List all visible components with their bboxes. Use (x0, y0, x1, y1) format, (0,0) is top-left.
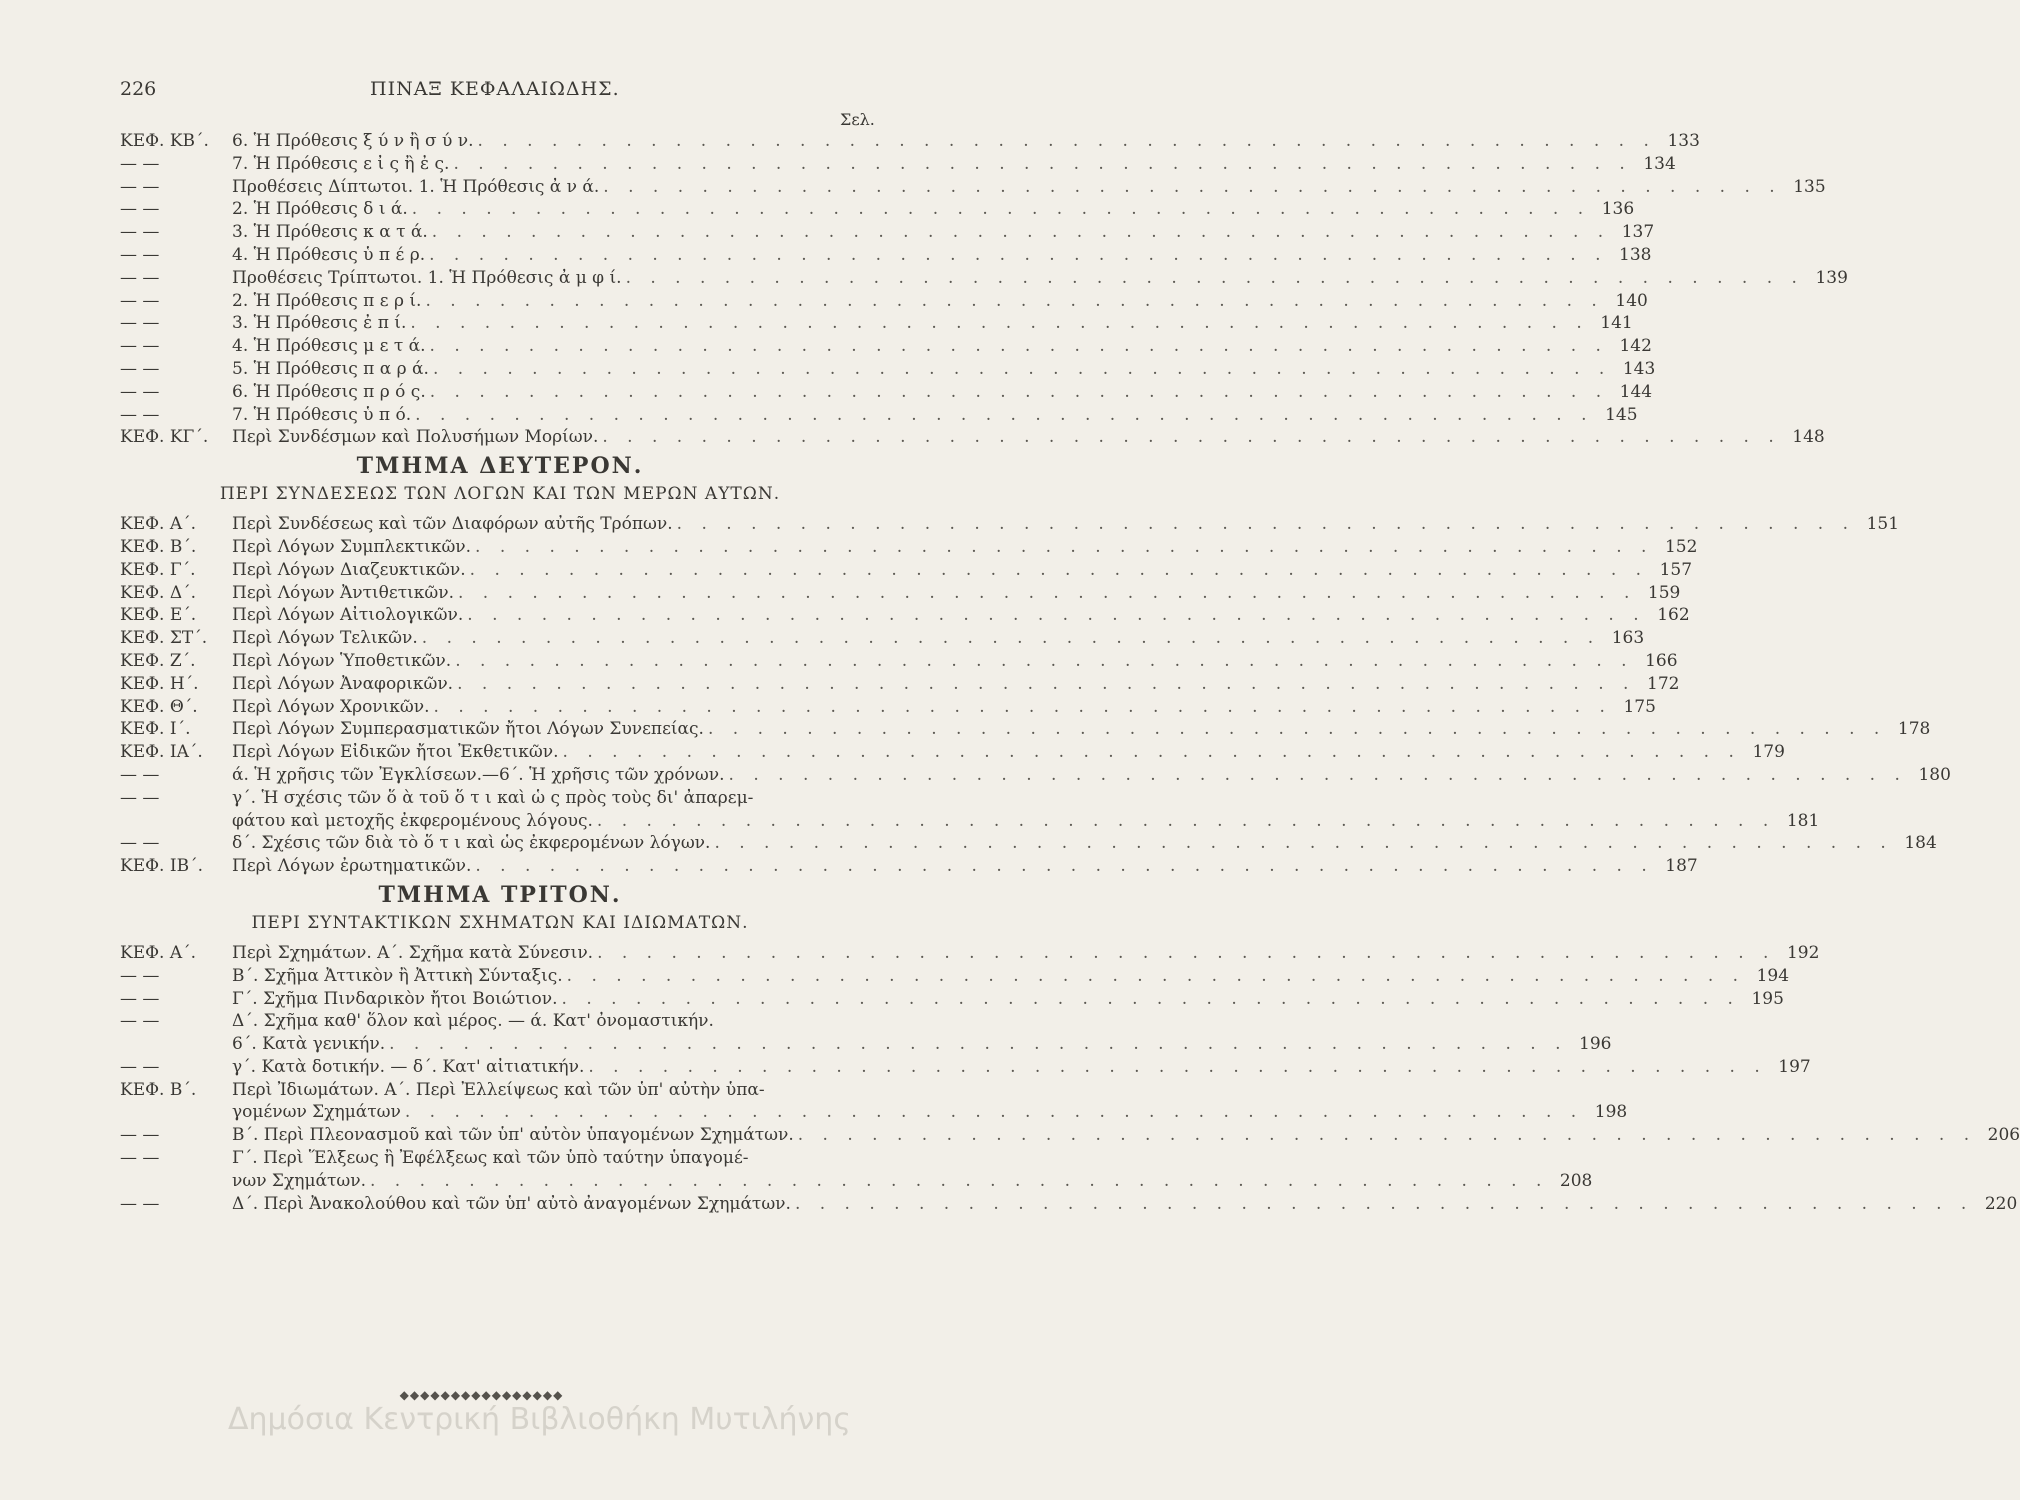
toc-entry (120, 696, 1656, 719)
entry-title: Β΄. Σχῆμα Ἀττικὸν ἢ Ἀττικὴ Σύνταξις. (232, 965, 563, 986)
chapter-label: ΚΕΦ. Η΄. (120, 673, 199, 694)
entry-title: 6΄. Κατὰ γενικήν. (232, 1034, 386, 1055)
entry-page-number: 151 (1866, 514, 1900, 535)
entry-title: 4. Ἡ Πρόθεσις ὑ π έ ρ. (232, 244, 426, 265)
dot-leader (422, 627, 1600, 650)
chapter-label: — — (120, 153, 160, 174)
entry-title: δ΄. Σχέσις τῶν διὰ τὸ ὅ τ ι καὶ ὡς ἐκφερομένων λόγων. (232, 833, 711, 854)
toc-entry (120, 942, 1820, 965)
entry-title: Περὶ Λόγων Χρονικῶν. (232, 696, 430, 717)
chapter-label: ΚΕΦ. Ε΄. (120, 605, 197, 626)
toc-entry (120, 221, 1655, 244)
dot-leader (708, 718, 1886, 741)
entry-title: Περὶ Συνδέσμων καὶ Πολυσήμων Μορίων. (232, 427, 599, 448)
entry-title: Περὶ Λόγων Ὑποθετικῶν. (232, 650, 452, 671)
chapter-label: ΚΕΦ. ΚΓ΄. (120, 427, 209, 448)
entry-page-number: 180 (1918, 764, 1951, 785)
entry-title: γομένων Σχημάτων (232, 1102, 401, 1123)
entry-page-number: 195 (1751, 988, 1784, 1009)
dot-leader (433, 358, 1611, 381)
entry-title: 6. Ἡ Πρόθεσις ξ ύ ν ἢ σ ύ ν. (232, 131, 474, 151)
entry-title: Γ΄. Σχῆμα Πινδαρικὸν ἤτοι Βοιώτιον. (232, 988, 558, 1009)
toc-entry (120, 673, 1680, 696)
entry-page-number: 208 (1559, 1170, 1593, 1191)
entry-title: Περὶ Λόγων Ἀντιθετικῶν. (232, 582, 454, 603)
toc-group-third (120, 942, 2020, 1216)
page-number: 226 (120, 78, 157, 100)
chapter-label: — — (120, 244, 160, 265)
chapter-label: ΚΕΦ. Δ΄. (120, 582, 197, 603)
entry-title: Περὶ Σχημάτων. Α΄. Σχῆμα κατὰ Σύνεσιν. (232, 942, 594, 963)
entry-title: 3. Ἡ Πρόθεσις κ α τ ά. (232, 222, 428, 243)
dot-leader (425, 290, 1603, 313)
chapter-label: ΚΕΦ. Β΄. (120, 1079, 197, 1100)
dot-leader (597, 942, 1775, 965)
toc-entry (120, 832, 1937, 855)
chapter-label: ΚΕΦ. ΚΒ΄. (120, 131, 209, 151)
entry-title: Περὶ Λόγων Ἀναφορικῶν. (232, 673, 454, 694)
entry-title: Περὶ Λόγων Τελικῶν. (232, 628, 418, 649)
entry-page-number: 187 (1665, 856, 1698, 877)
entry-title: Β΄. Περὶ Πλεονασμοῦ καὶ τῶν ὑπ' αὐτὸν ὑπαγομένων Σχημάτων. (232, 1125, 794, 1146)
entry-page-number: 133 (1667, 131, 1700, 151)
table-of-contents (120, 130, 2020, 1215)
chapter-label: ΚΕΦ. Γ΄. (120, 559, 196, 580)
chapter-label: — — (120, 404, 160, 425)
entry-title: Περὶ Λόγων Διαζευκτικῶν. (232, 559, 466, 580)
toc-entry (120, 312, 1633, 335)
dot-leader (475, 855, 1653, 878)
entry-page-number: 166 (1645, 650, 1678, 671)
toc-entry (120, 650, 1678, 673)
chapter-label: — — (120, 358, 160, 379)
chapter-label: ΚΕΦ. Α΄. (120, 514, 197, 535)
toc-entry (120, 1193, 2018, 1216)
dot-leader (405, 1101, 1583, 1124)
entry-title: 2. Ἡ Πρόθεσις δ ι ά. (232, 199, 408, 220)
dot-leader (729, 764, 1907, 787)
dot-leader (602, 426, 1780, 449)
entry-page-number: 178 (1897, 719, 1931, 740)
entry-title: Περὶ Λόγων Αἰτιολογικῶν. (232, 605, 464, 626)
dot-leader (470, 559, 1648, 582)
entry-title: Περὶ Λόγων Εἰδικῶν ἤτοι Ἐκθετικῶν. (232, 742, 559, 763)
entry-title: Δ΄. Σχῆμα καθ' ὅλον καὶ μέρος. — ά. Κατ' ὀνομαστικήν. (232, 1011, 714, 1032)
dot-leader (389, 1033, 1567, 1056)
entry-title: Προθέσεις Δίπτωτοι. 1. Ἡ Πρόθεσις ἀ ν ά. (232, 176, 600, 197)
entry-page-number: 144 (1619, 381, 1653, 402)
entry-page-number: 152 (1664, 536, 1698, 557)
chapter-label: — — (120, 1193, 160, 1214)
toc-entry (120, 1124, 2020, 1147)
toc-entry (120, 1010, 880, 1033)
entry-page-number: 175 (1623, 696, 1656, 717)
chapter-label: — — (120, 988, 160, 1009)
toc-entry (120, 1033, 1612, 1056)
toc-entry (120, 130, 1700, 153)
entry-title: Περὶ Συνδέσεως καὶ τῶν Διαφόρων αὐτῆς Τρόπων. (232, 514, 673, 535)
toc-entry (120, 741, 1785, 764)
dot-leader (562, 988, 1740, 1011)
dot-leader (415, 404, 1593, 427)
entry-title: 4. Ἡ Πρόθεσις μ ε τ ά. (232, 336, 426, 357)
toc-entry (120, 335, 1652, 358)
entry-page-number: 220 (1984, 1193, 2018, 1214)
entry-title: Προθέσεις Τρίπτωτοι. 1. Ἡ Πρόθεσις ἀ μ φ ί. (232, 267, 622, 288)
toc-entry (120, 764, 1951, 787)
chapter-label: — — (120, 787, 160, 808)
closing-ornament: ◆◆◆◆◆◆◆◆◆◆◆◆◆◆◆◆ (399, 1388, 564, 1402)
chapter-label: — — (120, 176, 160, 197)
toc-entry (120, 290, 1648, 313)
dot-leader (458, 582, 1636, 605)
dot-leader (434, 696, 1612, 719)
chapter-label: ΚΕΦ. Ι΄. (120, 719, 191, 740)
entry-page-number: 145 (1605, 404, 1638, 425)
toc-entry (120, 988, 1784, 1011)
entry-page-number: 194 (1756, 965, 1790, 986)
entry-title: Περὶ Ἰδιωμάτων. Α΄. Περὶ Ἐλλείψεως καὶ τῶν ὑπ' αὐτὴν ὑπα- (232, 1079, 765, 1100)
entry-title: φάτου καὶ μετοχῆς ἐκφερομένους λόγους. (232, 810, 593, 831)
entry-title: Δ΄. Περὶ Ἀνακολούθου καὶ τῶν ὑπ' αὐτὸ ἀναγομένων Σχημάτων. (232, 1193, 791, 1214)
entry-page-number: 206 (1987, 1125, 2020, 1146)
chapter-label: — — (120, 1125, 160, 1146)
entry-page-number: 197 (1778, 1056, 1811, 1077)
entry-page-number: 184 (1904, 833, 1937, 854)
toc-entry (120, 244, 1652, 267)
entry-title: γ΄. Ἡ σχέσις τῶν ὅ ὰ τοῦ ὅ τ ι καὶ ὡ ς πρὸς τοὺς δι' ἀπαρεμ- (232, 787, 754, 808)
chapter-label: — — (120, 290, 160, 311)
toc-entry (120, 381, 1653, 404)
toc-entry (120, 604, 1690, 627)
section-subtitle-third: ΠΕΡΙ ΣΥΝΤΑΚΤΙΚΩΝ ΣΧΗΜΑΤΩΝ ΚΑΙ ΙΔΙΩΜΑΤΩΝ. (251, 912, 749, 933)
dot-leader (410, 312, 1588, 335)
entry-title: γ΄. Κατὰ δοτικήν. — δ΄. Κατ' αἰτιατικήν. (232, 1056, 585, 1077)
entry-page-number: 135 (1793, 176, 1826, 197)
entry-title: 3. Ἡ Πρόθεσις ἐ π ί. (232, 313, 407, 334)
dot-leader (588, 1056, 1766, 1079)
page-column-label: Σελ. (840, 110, 875, 129)
dot-leader (714, 832, 1892, 855)
entry-page-number: 141 (1600, 313, 1633, 334)
dot-leader (597, 810, 1775, 833)
toc-entry (120, 1056, 1811, 1079)
section-title-third: ΤΜΗΜΑ ΤΡΙΤΟΝ. (378, 881, 622, 908)
chapter-label: — — (120, 965, 160, 986)
entry-title: 6. Ἡ Πρόθεσις π ρ ό ς. (232, 381, 426, 402)
entry-title: 5. Ἡ Πρόθεσις π α ρ ά. (232, 358, 429, 379)
chapter-label: — — (120, 381, 160, 402)
dot-leader (455, 650, 1633, 673)
entry-page-number: 192 (1786, 942, 1820, 963)
entry-page-number: 143 (1622, 358, 1656, 379)
dot-leader (478, 130, 1656, 153)
toc-entry (120, 787, 880, 810)
entry-page-number: 172 (1647, 673, 1680, 694)
dot-leader (567, 965, 1745, 988)
chapter-label: — — (120, 1056, 160, 1077)
dot-leader (795, 1193, 1973, 1216)
chapter-label: — — (120, 222, 160, 243)
toc-group-preceding (120, 130, 1848, 449)
chapter-label: ΚΕΦ. ΙΒ΄. (120, 856, 203, 877)
entry-page-number: 198 (1594, 1102, 1628, 1123)
toc-entry (120, 153, 1676, 176)
toc-entry (120, 559, 1693, 582)
dot-leader (563, 741, 1741, 764)
entry-page-number: 137 (1621, 222, 1655, 243)
running-title: ΠΙΝΑΞ ΚΕΦΑΛΑΙΩΔΗΣ. (370, 78, 620, 100)
toc-entry (120, 1170, 1593, 1193)
running-header (120, 78, 880, 108)
dot-leader (430, 335, 1608, 358)
chapter-label: — — (120, 833, 160, 854)
toc-entry (120, 267, 1848, 290)
chapter-label: ΚΕΦ. Ζ΄. (120, 650, 196, 671)
toc-entry (120, 536, 1698, 559)
chapter-label: — — (120, 1148, 160, 1169)
chapter-label: — — (120, 764, 160, 785)
library-watermark: Δημόσια Κεντρική Βιβλιοθήκη Μυτιλήνης (228, 1402, 851, 1437)
section-title-second: ΤΜΗΜΑ ΔΕΥΤΕΡΟΝ. (356, 453, 644, 480)
dot-leader (432, 221, 1610, 244)
entry-page-number: 136 (1601, 199, 1635, 220)
toc-entry (120, 1079, 880, 1102)
chapter-label: — — (120, 1011, 160, 1032)
toc-entry (120, 965, 1790, 988)
entry-title: 7. Ἡ Πρόθεσις ὑ π ό. (232, 404, 412, 425)
section-subtitle-second: ΠΕΡΙ ΣΥΝΔΕΣΕΩΣ ΤΩΝ ΛΟΓΩΝ ΚΑΙ ΤΩΝ ΜΕΡΩΝ ΑΥΤΩΝ. (219, 484, 781, 505)
chapter-label: ΚΕΦ. Β΄. (120, 536, 197, 557)
dot-leader (370, 1170, 1548, 1193)
chapter-label: ΚΕΦ. Α΄. (120, 942, 197, 963)
dot-leader (429, 244, 1607, 267)
toc-entry (120, 810, 1820, 833)
entry-title: νων Σχημάτων. (232, 1170, 366, 1191)
entry-title: Γ΄. Περὶ Ἕλξεως ἢ Ἐφέλξεως καὶ τῶν ὑπὸ ταύτην ὑπαγομέ- (232, 1148, 749, 1169)
entry-page-number: 142 (1619, 336, 1652, 357)
entry-page-number: 140 (1615, 290, 1648, 311)
chapter-label: ΚΕΦ. ΣΤ΄. (120, 628, 208, 649)
entry-title: 7. Ἡ Πρόθεσις ε ἰ ς ἢ ἐ ς. (232, 153, 450, 174)
dot-leader (626, 267, 1804, 290)
dot-leader (457, 673, 1635, 696)
entry-page-number: 148 (1792, 427, 1825, 448)
entry-title: Περὶ Λόγων Συμπερασματικῶν ἤτοι Λόγων Συνεπείας. (232, 719, 704, 740)
toc-entry (120, 198, 1635, 221)
entry-page-number: 138 (1619, 244, 1652, 265)
entry-title: ά. Ἡ χρῆσις τῶν Ἐγκλίσεων.—6΄. Ἡ χρῆσις τῶν χρόνων. (232, 764, 725, 785)
dot-leader (412, 198, 1590, 221)
entry-page-number: 134 (1643, 153, 1676, 174)
chapter-label: — — (120, 313, 160, 334)
entry-title: 2. Ἡ Πρόθεσις π ε ρ ί. (232, 290, 422, 311)
chapter-label: — — (120, 267, 160, 288)
toc-entry (120, 426, 1825, 449)
dot-leader (430, 381, 1608, 404)
dot-leader (467, 604, 1645, 627)
toc-entry (120, 627, 1645, 650)
toc-entry (120, 1147, 880, 1170)
toc-entry (120, 582, 1681, 605)
toc-entry (120, 176, 1826, 199)
dot-leader (798, 1124, 1976, 1147)
dot-leader (677, 513, 1855, 536)
entry-page-number: 196 (1579, 1034, 1612, 1055)
entry-page-number: 139 (1815, 267, 1848, 288)
toc-entry (120, 513, 1900, 536)
entry-page-number: 162 (1657, 605, 1690, 626)
entry-page-number: 159 (1647, 582, 1681, 603)
entry-page-number: 181 (1786, 810, 1820, 831)
dot-leader (453, 153, 1631, 176)
entry-page-number: 163 (1611, 628, 1645, 649)
chapter-label: ΚΕΦ. ΙΑ΄. (120, 742, 203, 763)
dot-leader (475, 536, 1653, 559)
entry-page-number: 179 (1752, 742, 1785, 763)
chapter-label: ΚΕΦ. Θ΄. (120, 696, 198, 717)
entry-title: Περὶ Λόγων Συμπλεκτικῶν. (232, 536, 472, 557)
toc-entry (120, 404, 1638, 427)
chapter-label: — — (120, 336, 160, 357)
chapter-label: — — (120, 199, 160, 220)
toc-group-second (120, 513, 1951, 878)
dot-leader (603, 176, 1781, 199)
entry-page-number: 157 (1659, 559, 1693, 580)
toc-entry (120, 1101, 1628, 1124)
toc-entry (120, 855, 1698, 878)
toc-entry (120, 358, 1656, 381)
entry-title: Περὶ Λόγων ἐρωτηματικῶν. (232, 856, 472, 877)
toc-entry (120, 718, 1931, 741)
